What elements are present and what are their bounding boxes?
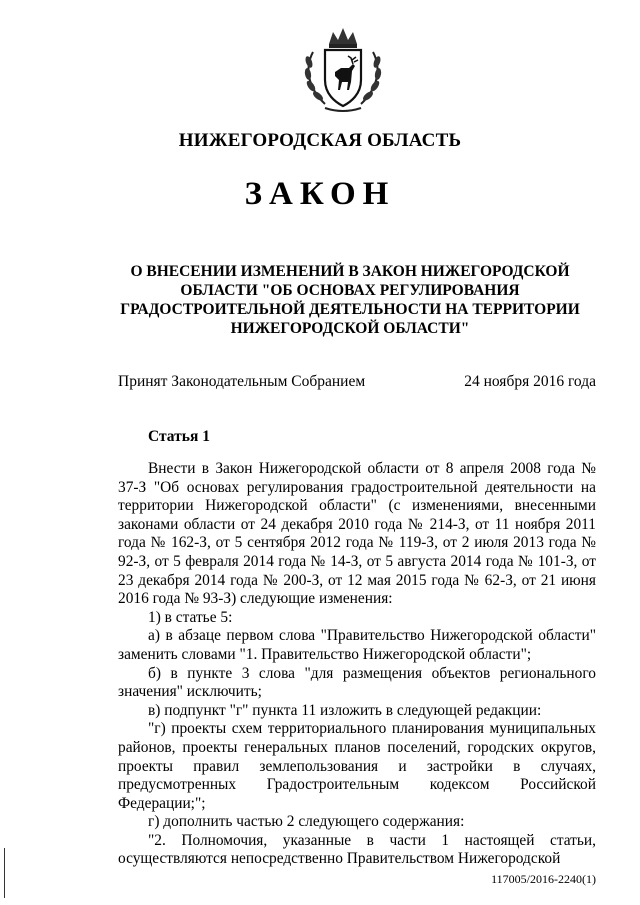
scan-edge-line xyxy=(4,848,5,898)
article-paragraph: г) дополнить частью 2 следующего содержания: xyxy=(148,813,465,831)
adopting-body: Принят Законодательным Собранием xyxy=(118,373,366,390)
document-type-heading: ЗАКОН xyxy=(244,176,396,212)
adoption-info xyxy=(118,373,596,391)
law-title: О ВНЕСЕНИИ ИЗМЕНЕНИЙ В ЗАКОН НИЖЕГОРОДСКОЙ ОБЛАСТИ "ОБ ОСНОВАХ РЕГУЛИРОВАНИЯ ГРАДОСТРОИТЕЛЬНОЙ ДЕЯТЕЛЬНОСТИ НА ТЕРРИТОРИИ НИЖЕГОРОДСКОЙ ОБЛАСТИ" xyxy=(120,263,580,337)
article-heading: Статья 1 xyxy=(148,428,210,445)
article-paragraph: "г) проекты схем территориального планирования муниципальных районов, проекты генеральных планов поселений, городских округов, проекты правил землепользования и застройки в случаях, предусмотренных Градостроительным кодексом Российской Федерации;"; xyxy=(118,720,596,812)
article-paragraph: Внести в Закон Нижегородской области от 8 апреля 2008 года № 37-З "Об основах регулирования градостроительной деятельности на территории Нижегородской области" (с изменениями, внесенными законами области от 24 декабря 2010 года № 214-З, от 11 ноября 2011 года № 162-З, от 5 сентября 2012 года № 119-З, от 2 июля 2013 года № 92-З, от 5 февраля 2014 года № 14-З, от 5 августа 2014 года № 101-З, от 23 декабря 2014 года № 200-З, от 12 мая 2015 года № 62-З, от 21 июня 2016 года № 93-З) следующие изменения: xyxy=(118,460,596,608)
region-name: НИЖЕГОРОДСКАЯ ОБЛАСТЬ xyxy=(178,130,462,151)
nizhny-novgorod-coat-of-arms-icon xyxy=(295,22,391,118)
article-paragraph: 1) в статье 5: xyxy=(148,608,233,626)
article-paragraph: "2. Полномочия, указанные в части 1 настоящей статьи, осуществляются непосредственно Правительством Нижегородской xyxy=(118,831,596,868)
article-paragraph: в) подпункт "г" пункта 11 изложить в следующей редакции: xyxy=(148,701,542,719)
article-body xyxy=(118,460,596,869)
adoption-date: 24 ноября 2016 года xyxy=(464,373,596,390)
article-paragraph: а) в абзаце первом слова "Правительство Нижегородской области" заменить словами "1. Правительство Нижегородской области"; xyxy=(118,627,596,663)
article-paragraph: б) в пункте 3 слова "для размещения объектов регионального значения" исключить; xyxy=(118,664,596,701)
document-registration-number: 117005/2016-2240(1) xyxy=(491,872,596,886)
